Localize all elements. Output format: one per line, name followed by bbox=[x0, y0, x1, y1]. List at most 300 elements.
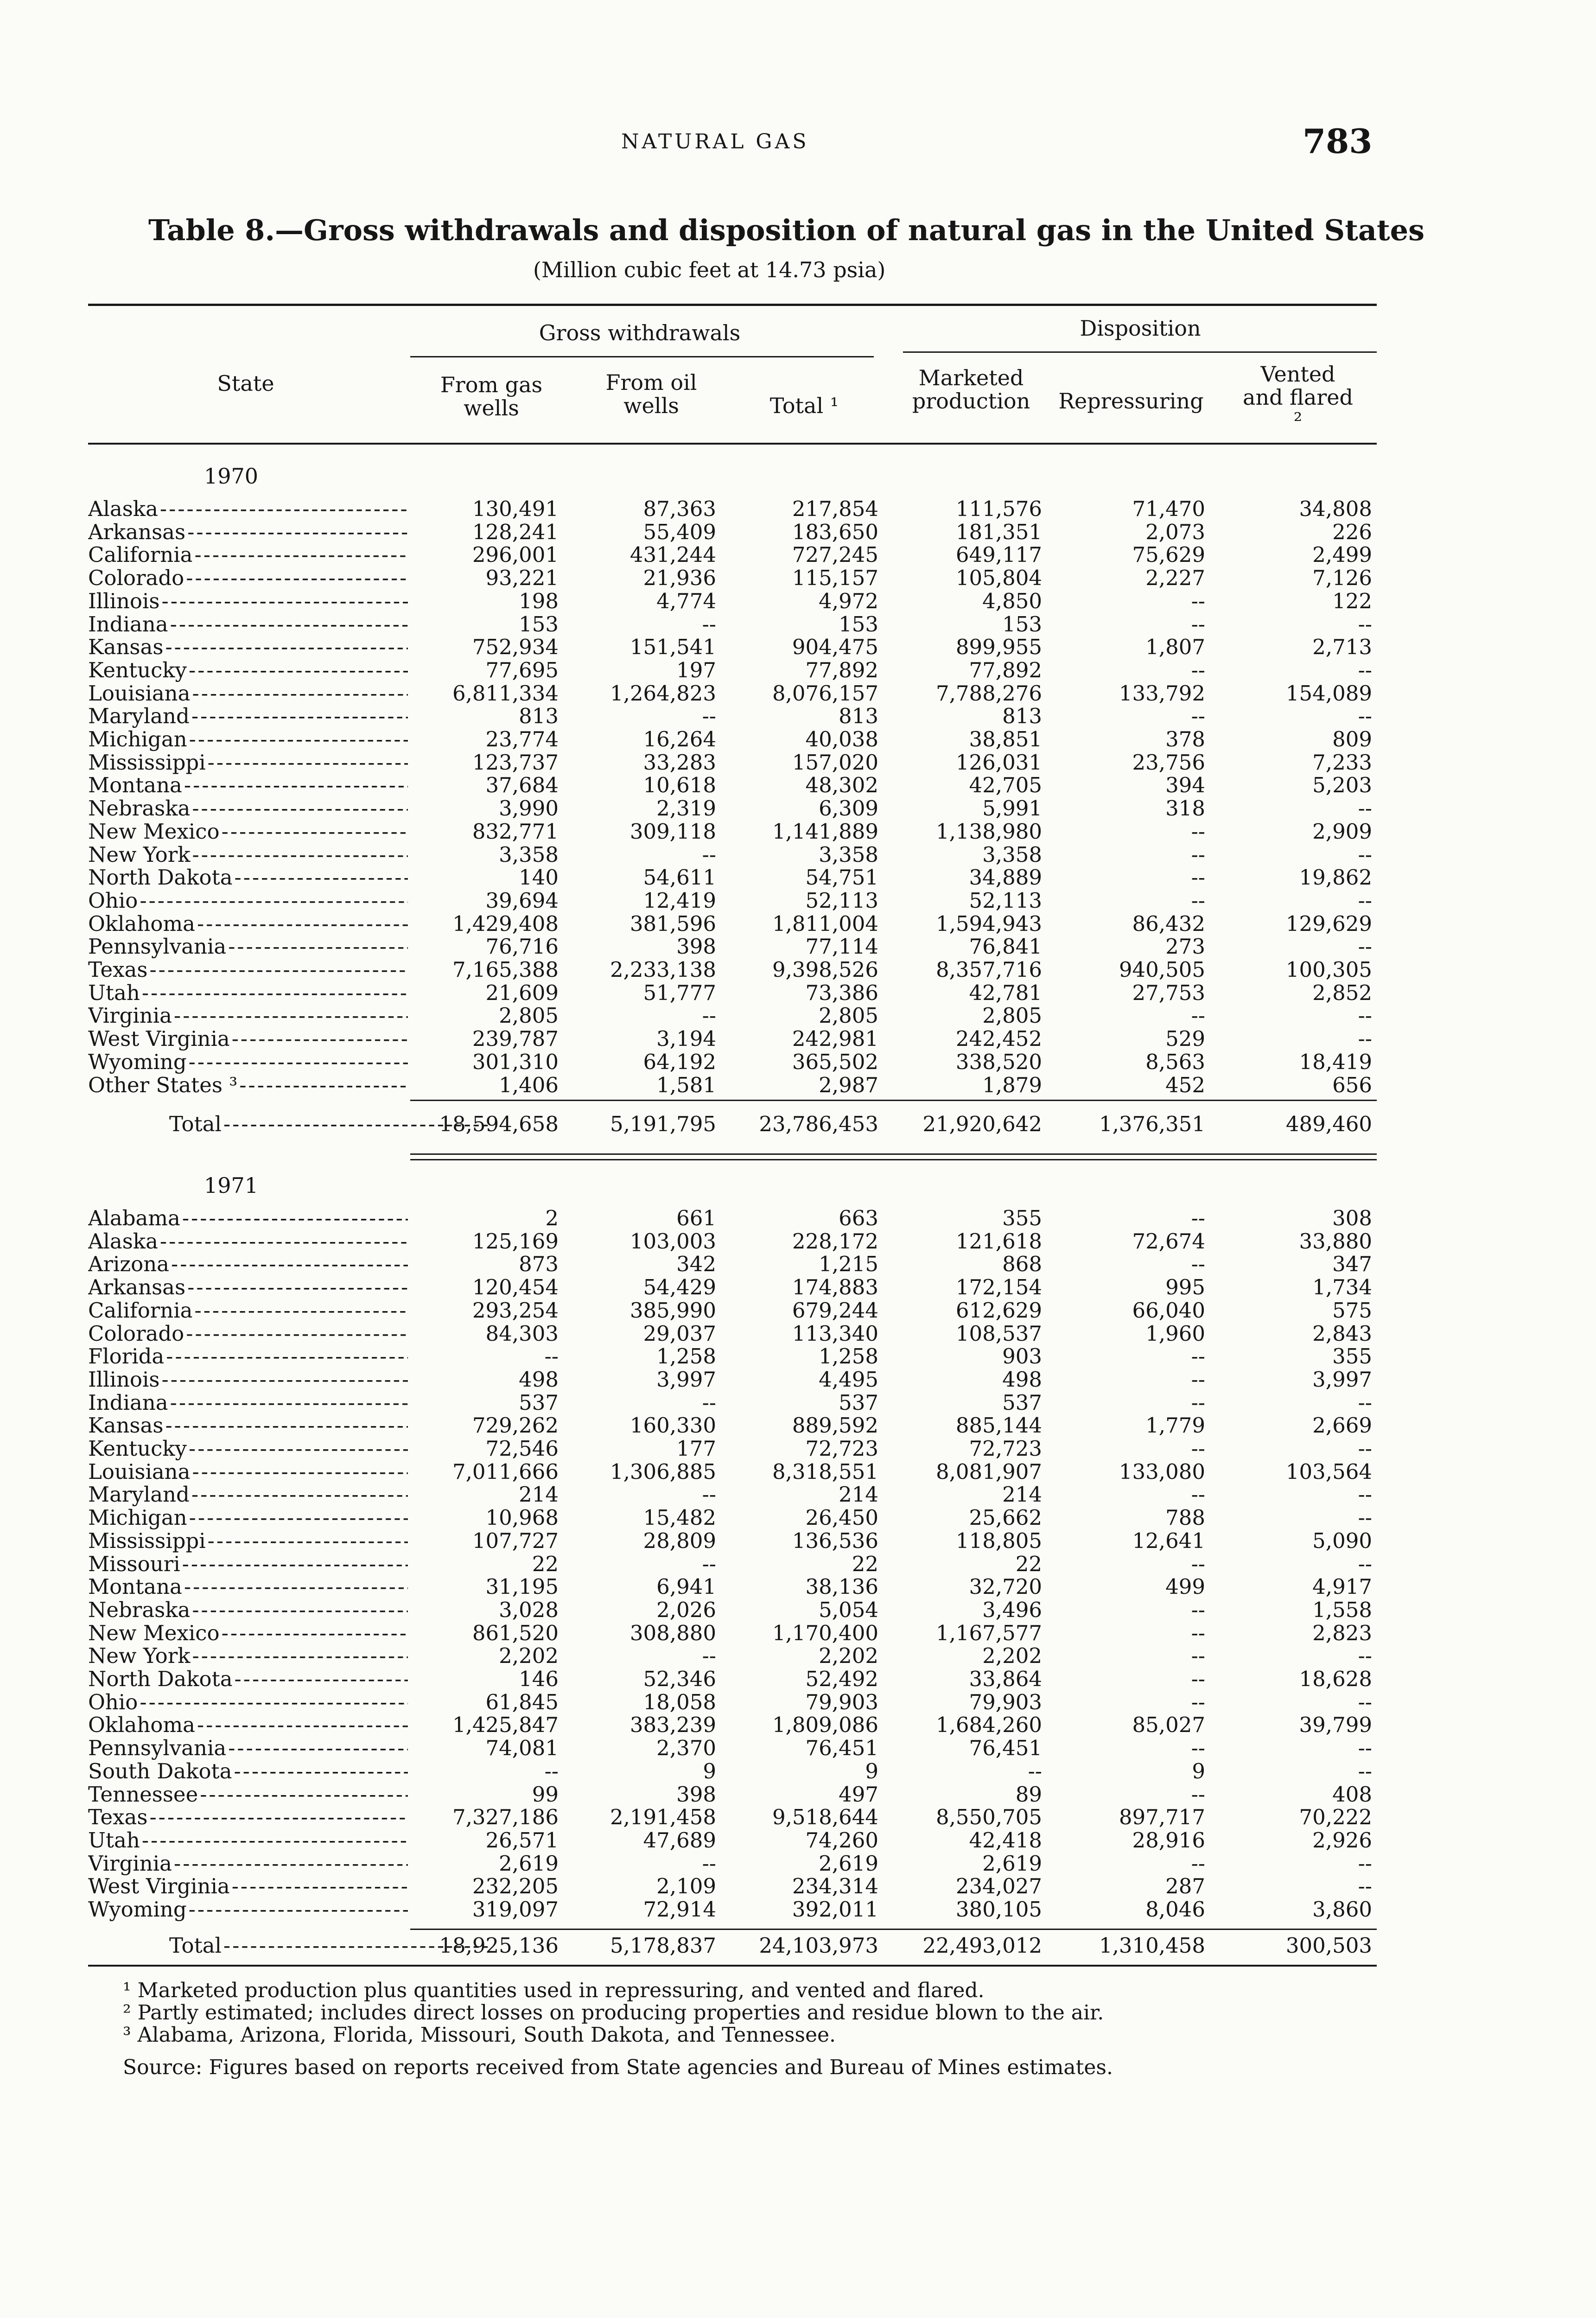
value-marketed: 172,154 bbox=[955, 1275, 1042, 1299]
footnote-3: ³ Alabama, Arizona, Florida, Missouri, South Dakota, and Tennessee. bbox=[123, 2023, 836, 2047]
value-repress: 529 bbox=[1165, 1026, 1205, 1051]
header-vented: Vented and flared ² bbox=[1243, 362, 1353, 433]
state-name: Alaska ----- bbox=[88, 1230, 408, 1253]
table-row bbox=[0, 1668, 1596, 1691]
value-vented: -- bbox=[1358, 1505, 1372, 1530]
value-total: 392,011 bbox=[792, 1897, 878, 1922]
table-row bbox=[0, 1437, 1596, 1460]
value-oil: 2,026 bbox=[656, 1598, 716, 1622]
value-total: 228,172 bbox=[792, 1229, 878, 1254]
value-repress: 1,310,458 bbox=[1099, 1933, 1205, 1958]
value-oil: 5,191,795 bbox=[610, 1112, 716, 1136]
header-oil-wells: From oil wells bbox=[605, 370, 697, 418]
state-name: Florida ----- bbox=[88, 1345, 408, 1368]
value-oil: 12,419 bbox=[643, 888, 716, 913]
table-row bbox=[0, 567, 1596, 590]
state-name: Pennsylvania ----- bbox=[88, 935, 408, 958]
total-row bbox=[0, 1934, 1596, 1957]
value-gas: 74,081 bbox=[485, 1736, 559, 1760]
state-name: Montana ----- bbox=[88, 1575, 408, 1598]
value-marketed: 903 bbox=[1002, 1344, 1042, 1369]
value-vented: 70,222 bbox=[1299, 1805, 1372, 1829]
state-name: Virginia ----- bbox=[88, 1852, 408, 1875]
state-name: Nebraska ----- bbox=[88, 797, 408, 820]
table-row bbox=[0, 912, 1596, 936]
table-row bbox=[0, 1207, 1596, 1230]
value-gas: 537 bbox=[519, 1390, 559, 1415]
state-name: Mississippi ----- bbox=[88, 1529, 408, 1553]
value-repress: 75,629 bbox=[1132, 542, 1205, 567]
value-vented: 18,628 bbox=[1299, 1667, 1372, 1691]
value-gas: 22 bbox=[532, 1552, 559, 1576]
value-repress: -- bbox=[1191, 1367, 1205, 1392]
table-row bbox=[0, 1299, 1596, 1322]
value-marketed: 7,788,276 bbox=[935, 681, 1042, 706]
value-gas: 72,546 bbox=[485, 1436, 559, 1461]
value-marketed: 52,113 bbox=[969, 888, 1042, 913]
state-name: Texas ----- bbox=[88, 1806, 408, 1829]
value-repress: -- bbox=[1191, 1667, 1205, 1691]
value-gas: 832,771 bbox=[472, 819, 559, 844]
value-marketed: 899,955 bbox=[955, 635, 1042, 659]
header-state: State bbox=[217, 371, 274, 396]
table-row bbox=[0, 1852, 1596, 1875]
value-oil: 398 bbox=[676, 1782, 716, 1807]
value-gas: 861,520 bbox=[472, 1621, 559, 1645]
value-marketed: 498 bbox=[1002, 1367, 1042, 1392]
value-gas: 3,358 bbox=[499, 842, 559, 867]
value-total: 76,451 bbox=[805, 1736, 878, 1760]
value-oil: -- bbox=[702, 1552, 716, 1576]
value-oil: 55,409 bbox=[643, 520, 716, 544]
value-vented: 19,862 bbox=[1299, 865, 1372, 890]
table-row bbox=[0, 1598, 1596, 1622]
value-total: 242,981 bbox=[792, 1026, 878, 1051]
value-total: 1,215 bbox=[819, 1252, 878, 1276]
value-repress: 2,227 bbox=[1145, 566, 1205, 590]
value-repress: -- bbox=[1191, 1482, 1205, 1507]
section-year: 1970 bbox=[204, 464, 259, 489]
value-total: 1,170,400 bbox=[772, 1621, 878, 1645]
table-row bbox=[0, 1829, 1596, 1852]
value-oil: 16,264 bbox=[643, 727, 716, 751]
value-repress: 318 bbox=[1165, 796, 1205, 821]
table-row bbox=[0, 1368, 1596, 1391]
gross-group-rule bbox=[410, 356, 874, 357]
value-marketed: 126,031 bbox=[955, 750, 1042, 775]
state-name: Alabama ----- bbox=[88, 1207, 408, 1230]
value-marketed: 355 bbox=[1002, 1206, 1042, 1230]
value-marketed: 105,804 bbox=[955, 566, 1042, 590]
footnote-1: ¹ Marketed production plus quantities used in repressuring, and vented and flared. bbox=[123, 1979, 985, 2002]
table-bottom-rule bbox=[88, 1965, 1377, 1967]
value-total: 6,309 bbox=[819, 796, 878, 821]
value-marketed: 3,496 bbox=[982, 1598, 1042, 1622]
table-row bbox=[0, 728, 1596, 751]
value-oil: 2,370 bbox=[656, 1736, 716, 1760]
value-total: 2,805 bbox=[819, 1003, 878, 1028]
value-gas: 319,097 bbox=[472, 1897, 559, 1922]
running-head: NATURAL GAS bbox=[621, 130, 809, 153]
table-row bbox=[0, 935, 1596, 958]
state-name: Indiana ----- bbox=[88, 1391, 408, 1414]
value-vented: 2,713 bbox=[1312, 635, 1372, 659]
table-row bbox=[0, 1529, 1596, 1553]
value-total: 183,650 bbox=[792, 520, 878, 544]
value-vented: 1,558 bbox=[1312, 1598, 1372, 1622]
state-name: Wyoming ----- bbox=[88, 1051, 408, 1074]
value-marketed: 111,576 bbox=[955, 497, 1042, 521]
value-vented: -- bbox=[1358, 1736, 1372, 1760]
value-gas: 1,425,847 bbox=[452, 1713, 559, 1737]
value-marketed: 21,920,642 bbox=[922, 1112, 1042, 1136]
value-gas: 3,990 bbox=[499, 796, 559, 821]
header-repressuring: Repressuring bbox=[1058, 388, 1204, 414]
value-oil: 29,037 bbox=[643, 1321, 716, 1346]
value-marketed: 121,618 bbox=[955, 1229, 1042, 1254]
table-row bbox=[0, 1506, 1596, 1529]
table-row bbox=[0, 613, 1596, 636]
value-marketed: 42,781 bbox=[969, 981, 1042, 1005]
value-repress: -- bbox=[1191, 1003, 1205, 1028]
value-total: 48,302 bbox=[805, 773, 878, 797]
value-marketed: 76,841 bbox=[969, 934, 1042, 959]
value-vented: -- bbox=[1358, 1690, 1372, 1714]
value-oil: 15,482 bbox=[643, 1505, 716, 1530]
value-marketed: 537 bbox=[1002, 1390, 1042, 1415]
value-gas: 21,609 bbox=[485, 981, 559, 1005]
state-name: Illinois ----- bbox=[88, 1368, 408, 1391]
state-name: Kentucky ----- bbox=[88, 659, 408, 682]
value-gas: 153 bbox=[519, 612, 559, 637]
table-row bbox=[0, 659, 1596, 682]
value-marketed: 77,892 bbox=[969, 658, 1042, 682]
value-repress: 71,470 bbox=[1132, 497, 1205, 521]
table-row bbox=[0, 1345, 1596, 1368]
value-gas: 125,169 bbox=[472, 1229, 559, 1254]
value-marketed: 89 bbox=[1015, 1782, 1042, 1807]
value-repress: 86,432 bbox=[1132, 911, 1205, 936]
value-gas: 93,221 bbox=[485, 566, 559, 590]
value-oil: 308,880 bbox=[629, 1621, 716, 1645]
value-oil: 5,178,837 bbox=[610, 1933, 716, 1958]
value-repress: 2,073 bbox=[1145, 520, 1205, 544]
value-repress: 1,376,351 bbox=[1099, 1112, 1205, 1136]
value-oil: -- bbox=[702, 842, 716, 867]
state-name: New Mexico ----- bbox=[88, 820, 408, 843]
value-oil: 1,581 bbox=[656, 1073, 716, 1097]
value-repress: -- bbox=[1191, 1851, 1205, 1876]
value-oil: 28,809 bbox=[643, 1528, 716, 1553]
value-total: 1,141,889 bbox=[772, 819, 878, 844]
value-total: 23,786,453 bbox=[759, 1112, 878, 1136]
value-oil: 33,283 bbox=[643, 750, 716, 775]
state-name: New York ----- bbox=[88, 1644, 408, 1668]
value-total: 52,492 bbox=[805, 1667, 878, 1691]
value-oil: 18,058 bbox=[643, 1690, 716, 1714]
value-vented: -- bbox=[1358, 1436, 1372, 1461]
value-gas: -- bbox=[544, 1759, 559, 1783]
value-total: 4,495 bbox=[819, 1367, 878, 1392]
value-total: 4,972 bbox=[819, 589, 878, 613]
table-row bbox=[0, 1391, 1596, 1414]
value-repress: 897,717 bbox=[1119, 1805, 1205, 1829]
top-rule bbox=[88, 304, 1377, 306]
value-repress: 378 bbox=[1165, 727, 1205, 751]
state-name: Nebraska ----- bbox=[88, 1598, 408, 1622]
value-total: 77,114 bbox=[805, 934, 878, 959]
table-row bbox=[0, 1253, 1596, 1276]
value-vented: 39,799 bbox=[1299, 1713, 1372, 1737]
state-name: New York ----- bbox=[88, 843, 408, 866]
value-marketed: 42,705 bbox=[969, 773, 1042, 797]
table-row bbox=[0, 797, 1596, 820]
value-total: 2,202 bbox=[819, 1643, 878, 1668]
value-vented: 656 bbox=[1332, 1073, 1372, 1097]
value-oil: 10,618 bbox=[643, 773, 716, 797]
state-name: Texas ----- bbox=[88, 958, 408, 981]
value-gas: 107,727 bbox=[472, 1528, 559, 1553]
value-total: 113,340 bbox=[792, 1321, 878, 1346]
value-total: 77,892 bbox=[805, 658, 878, 682]
value-gas: 18,594,658 bbox=[439, 1112, 559, 1136]
value-marketed: 234,027 bbox=[955, 1874, 1042, 1898]
value-repress: -- bbox=[1191, 1390, 1205, 1415]
value-total: 497 bbox=[839, 1782, 878, 1807]
value-vented: -- bbox=[1358, 1552, 1372, 1576]
table-row bbox=[0, 1074, 1596, 1097]
value-total: 1,809,086 bbox=[772, 1713, 878, 1737]
state-name: Kentucky ----- bbox=[88, 1437, 408, 1460]
value-vented: 2,926 bbox=[1312, 1828, 1372, 1853]
page-number: 783 bbox=[1303, 121, 1373, 161]
value-oil: 383,239 bbox=[629, 1713, 716, 1737]
value-repress: -- bbox=[1191, 658, 1205, 682]
header-gas-wells: From gas wells bbox=[440, 372, 543, 420]
value-vented: 33,880 bbox=[1299, 1229, 1372, 1254]
header-gross-withdrawals: Gross withdrawals bbox=[539, 320, 741, 345]
table-row bbox=[0, 866, 1596, 889]
value-vented: -- bbox=[1358, 888, 1372, 913]
value-vented: 355 bbox=[1332, 1344, 1372, 1369]
value-oil: 2,319 bbox=[656, 796, 716, 821]
value-vented: 2,852 bbox=[1312, 981, 1372, 1005]
table-row bbox=[0, 497, 1596, 521]
value-total: 1,811,004 bbox=[772, 911, 878, 936]
value-marketed: 118,805 bbox=[955, 1528, 1042, 1553]
value-gas: 37,684 bbox=[485, 773, 559, 797]
value-oil: 3,997 bbox=[656, 1367, 716, 1392]
value-vented: -- bbox=[1358, 796, 1372, 821]
value-oil: 431,244 bbox=[629, 542, 716, 567]
value-gas: 813 bbox=[519, 704, 559, 728]
value-vented: -- bbox=[1358, 612, 1372, 637]
value-total: 157,020 bbox=[792, 750, 878, 775]
value-oil: 342 bbox=[676, 1252, 716, 1276]
value-oil: 160,330 bbox=[629, 1413, 716, 1438]
value-gas: 873 bbox=[519, 1252, 559, 1276]
state-name: Mississippi ----- bbox=[88, 751, 408, 774]
value-marketed: 380,105 bbox=[955, 1897, 1042, 1922]
value-total: 234,314 bbox=[792, 1874, 878, 1898]
value-total: 889,592 bbox=[792, 1413, 878, 1438]
value-repress: 788 bbox=[1165, 1505, 1205, 1530]
table-row bbox=[0, 1737, 1596, 1760]
value-total: 537 bbox=[839, 1390, 878, 1415]
value-vented: 408 bbox=[1332, 1782, 1372, 1807]
state-name: Louisiana ----- bbox=[88, 682, 408, 705]
table-row bbox=[0, 1027, 1596, 1051]
value-gas: 729,262 bbox=[472, 1413, 559, 1438]
value-vented: -- bbox=[1358, 1026, 1372, 1051]
value-total: 72,723 bbox=[805, 1436, 878, 1461]
value-repress: 394 bbox=[1165, 773, 1205, 797]
value-vented: 154,089 bbox=[1285, 681, 1372, 706]
value-repress: -- bbox=[1191, 888, 1205, 913]
value-gas: 498 bbox=[519, 1367, 559, 1392]
value-gas: 7,327,186 bbox=[452, 1805, 559, 1829]
value-oil: -- bbox=[702, 1851, 716, 1876]
value-vented: 1,734 bbox=[1312, 1275, 1372, 1299]
value-oil: 309,118 bbox=[629, 819, 716, 844]
value-total: 52,113 bbox=[805, 888, 878, 913]
value-total: 2,619 bbox=[819, 1851, 878, 1876]
value-marketed: 4,850 bbox=[982, 589, 1042, 613]
value-vented: 7,126 bbox=[1312, 566, 1372, 590]
value-marketed: 242,452 bbox=[955, 1026, 1042, 1051]
state-name: Missouri ----- bbox=[88, 1553, 408, 1576]
value-repress: 23,756 bbox=[1132, 750, 1205, 775]
state-name: Other States ³ ----- bbox=[88, 1074, 408, 1097]
value-oil: 151,541 bbox=[629, 635, 716, 659]
value-gas: 128,241 bbox=[472, 520, 559, 544]
section-divider-rule bbox=[410, 1159, 1377, 1160]
value-total: 38,136 bbox=[805, 1574, 878, 1599]
value-vented: 5,090 bbox=[1312, 1528, 1372, 1553]
value-oil: 2,191,458 bbox=[610, 1805, 716, 1829]
value-gas: 1,429,408 bbox=[452, 911, 559, 936]
value-gas: 6,811,334 bbox=[452, 681, 559, 706]
value-gas: 76,716 bbox=[485, 934, 559, 959]
value-oil: 21,936 bbox=[643, 566, 716, 590]
value-vented: 7,233 bbox=[1312, 750, 1372, 775]
value-gas: 301,310 bbox=[472, 1050, 559, 1074]
value-repress: 85,027 bbox=[1132, 1713, 1205, 1737]
value-gas: 18,925,136 bbox=[439, 1933, 559, 1958]
value-repress: -- bbox=[1191, 1643, 1205, 1668]
value-marketed: 868 bbox=[1002, 1252, 1042, 1276]
value-marketed: 33,864 bbox=[969, 1667, 1042, 1691]
table-title: Table 8.—Gross withdrawals and disposition of natural gas in the United States bbox=[148, 213, 1425, 247]
value-vented: 2,909 bbox=[1312, 819, 1372, 844]
value-vented: 575 bbox=[1332, 1298, 1372, 1323]
value-total: 153 bbox=[839, 612, 878, 637]
state-name: Arizona ----- bbox=[88, 1253, 408, 1276]
value-vented: 2,823 bbox=[1312, 1621, 1372, 1645]
value-oil: 9 bbox=[703, 1759, 716, 1783]
value-total: 9,518,644 bbox=[772, 1805, 878, 1829]
section-divider-rule bbox=[410, 1153, 1377, 1155]
table-row bbox=[0, 1414, 1596, 1437]
table-row bbox=[0, 1575, 1596, 1598]
table-row bbox=[0, 1553, 1596, 1576]
value-gas: 84,303 bbox=[485, 1321, 559, 1346]
state-name: South Dakota ----- bbox=[88, 1760, 408, 1783]
value-total: 9,398,526 bbox=[772, 957, 878, 982]
value-vented: -- bbox=[1358, 934, 1372, 959]
value-total: 79,903 bbox=[805, 1690, 878, 1714]
value-vented: -- bbox=[1358, 704, 1372, 728]
value-repress: -- bbox=[1191, 612, 1205, 637]
value-repress: 28,916 bbox=[1132, 1828, 1205, 1853]
table-row bbox=[0, 543, 1596, 567]
value-repress: 273 bbox=[1165, 934, 1205, 959]
value-gas: 198 bbox=[519, 589, 559, 613]
value-oil: 6,941 bbox=[656, 1574, 716, 1599]
state-name: Arkansas ----- bbox=[88, 521, 408, 544]
value-marketed: 153 bbox=[1002, 612, 1042, 637]
value-marketed: 2,619 bbox=[982, 1851, 1042, 1876]
state-name: Indiana ----- bbox=[88, 613, 408, 636]
value-gas: 293,254 bbox=[472, 1298, 559, 1323]
table-row bbox=[0, 1322, 1596, 1345]
source-note: Source: Figures based on reports received from State agencies and Bureau of Mines estimates. bbox=[123, 2056, 1113, 2079]
value-marketed: 649,117 bbox=[955, 542, 1042, 567]
value-total: 8,318,551 bbox=[772, 1459, 878, 1484]
value-vented: -- bbox=[1358, 658, 1372, 682]
value-oil: 2,109 bbox=[656, 1874, 716, 1898]
value-marketed: 79,903 bbox=[969, 1690, 1042, 1714]
value-oil: -- bbox=[702, 612, 716, 637]
state-name: Arkansas ----- bbox=[88, 1276, 408, 1299]
value-marketed: 72,723 bbox=[969, 1436, 1042, 1461]
value-repress: 133,080 bbox=[1119, 1459, 1205, 1484]
value-marketed: 3,358 bbox=[982, 842, 1042, 867]
table-row bbox=[0, 590, 1596, 613]
value-total: 136,536 bbox=[792, 1528, 878, 1553]
table-row bbox=[0, 981, 1596, 1005]
value-marketed: 1,138,980 bbox=[935, 819, 1042, 844]
value-oil: 4,774 bbox=[656, 589, 716, 613]
value-oil: 1,258 bbox=[656, 1344, 716, 1369]
value-total: 8,076,157 bbox=[772, 681, 878, 706]
state-name: Utah ----- bbox=[88, 981, 408, 1005]
value-marketed: 885,144 bbox=[955, 1413, 1042, 1438]
value-total: 24,103,973 bbox=[759, 1933, 878, 1958]
state-name: Total ----- bbox=[169, 1934, 489, 1957]
value-oil: 72,914 bbox=[643, 1897, 716, 1922]
table-row bbox=[0, 1483, 1596, 1506]
value-repress: 9 bbox=[1192, 1759, 1205, 1783]
value-oil: -- bbox=[702, 1003, 716, 1028]
footnotes bbox=[123, 1980, 1113, 2079]
value-gas: 26,571 bbox=[485, 1828, 559, 1853]
value-repress: -- bbox=[1191, 704, 1205, 728]
value-gas: 61,845 bbox=[485, 1690, 559, 1714]
value-oil: 47,689 bbox=[643, 1828, 716, 1853]
value-repress: 27,753 bbox=[1132, 981, 1205, 1005]
state-name: Colorado ----- bbox=[88, 1322, 408, 1345]
value-vented: 2,499 bbox=[1312, 542, 1372, 567]
value-repress: 452 bbox=[1165, 1073, 1205, 1097]
value-marketed: 1,167,577 bbox=[935, 1621, 1042, 1645]
header-total: Total ¹ bbox=[769, 393, 839, 418]
table-row bbox=[0, 1898, 1596, 1921]
table-row bbox=[0, 1806, 1596, 1829]
value-vented: 129,629 bbox=[1285, 911, 1372, 936]
table-row bbox=[0, 1760, 1596, 1783]
table-row bbox=[0, 1276, 1596, 1299]
